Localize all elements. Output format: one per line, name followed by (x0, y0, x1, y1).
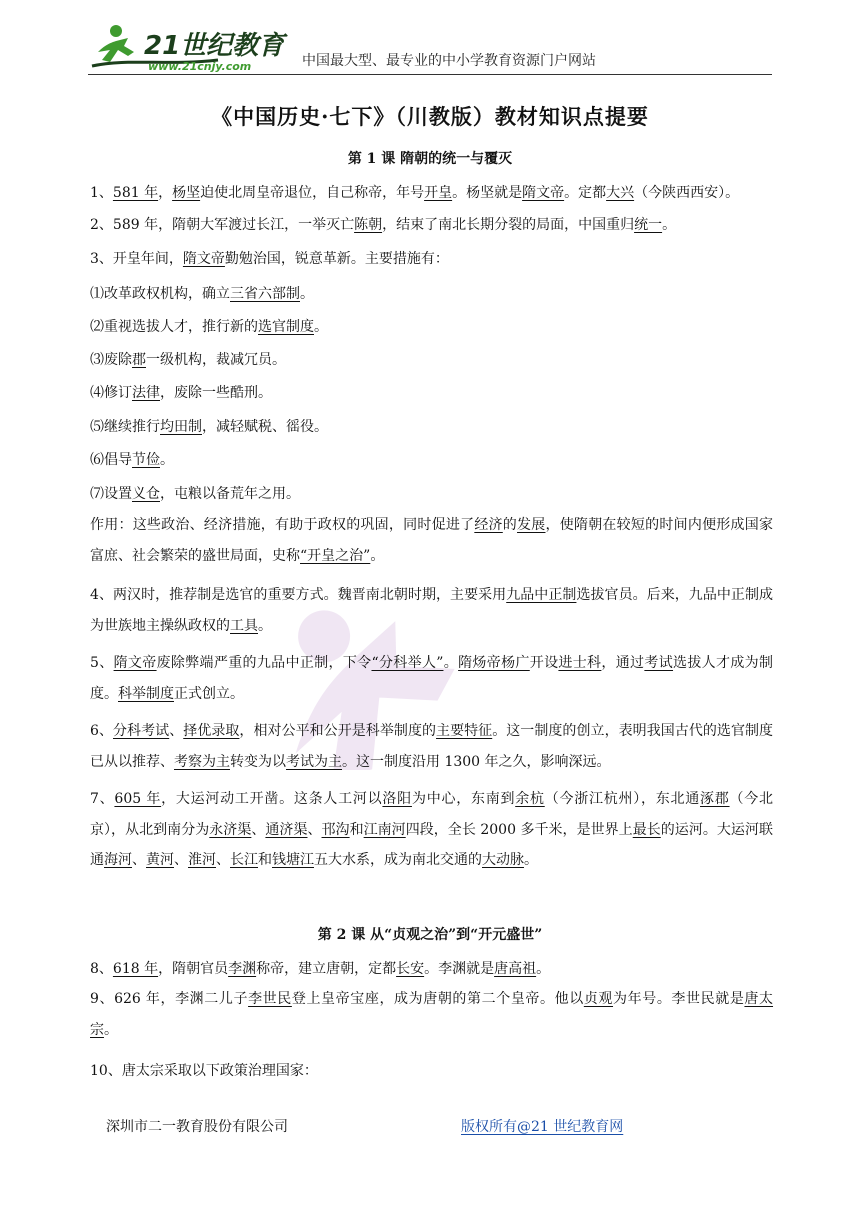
point-2: 2、589 年，隋朝大军渡过长江，一举灭亡陈朝，结束了南北长期分裂的局面，中国重归统一。 (90, 217, 677, 233)
point-1: 1、581 年，杨坚迫使北周皇帝退位，自己称帝，年号开皇。杨坚就是隋文帝。定都大兴（今陕西西安）。 (90, 185, 740, 201)
point-4: 4、两汉时，推荐制是选官的重要方式。魏晋南北朝时期，主要采用九品中正制选拔官员。后来，九品中正制成为世族地主操纵政权的工具。 (90, 587, 774, 634)
logo-text: 21世纪教育 (144, 31, 285, 61)
lesson-1-heading: 第 1 课 隋朝的统一与覆灭 (347, 151, 513, 167)
measure-5: ⑸继续推行均田制，减轻赋税、徭役。 (90, 419, 328, 435)
measure-7: ⑺设置义仓，屯粮以备荒年之用。 (90, 486, 300, 502)
measure-2: ⑵重视选拔人才，推行新的选官制度。 (90, 319, 328, 335)
lesson-2-heading: 第 2 课 从“贞观之治”到“开元盛世” (317, 927, 543, 943)
site-logo[interactable] (88, 22, 298, 72)
effect-paragraph: 作用：这些政治、经济措施，有助于政权的巩固，同时促进了经济的发展，使隋朝在较短的时间内便形成国家富庶、社会繁荣的盛世局面，史称“开皇之治”。 (90, 517, 774, 564)
point-9: 9、626 年，李渊二儿子李世民登上皇帝宝座，成为唐朝的第二个皇帝。他以贞观为年号。李世民就是唐太宗。 (90, 991, 774, 1038)
point-5: 5、隋文帝废除弊端严重的九品中正制，下令“分科举人”。隋炀帝杨广开设进士科，通过考试选拔人才成为制度。科举制度正式创立。 (90, 655, 773, 702)
site-tagline: 中国最大型、最专业的中小学教育资源门户网站 (302, 53, 596, 69)
footer-copyright-link[interactable]: 版权所有@21 世纪教育网 (461, 1119, 624, 1135)
site-header (88, 22, 772, 75)
measure-4: ⑷修订法律，废除一些酷刑。 (90, 385, 272, 401)
point-10: 10、唐太宗采取以下政策治理国家： (90, 1063, 318, 1079)
point-6: 6、分科考试、择优录取，相对公平和公开是科举制度的主要特征。这一制度的创立，表明我国古代的选官制度已从以推荐、考察为主转变为以考试为主。这一制度沿用 1300 年之久，影响深远。 (90, 723, 774, 770)
footer-company: 深圳市二一教育股份有限公司 (106, 1119, 288, 1135)
document-title: 《中国历史·七下》（川教版）教材知识点提要 (211, 104, 649, 129)
point-8: 8、618 年，隋朝官员李渊称帝，建立唐朝，定都长安。李渊就是唐高祖。 (90, 961, 551, 977)
measure-3: ⑶废除郡一级机构，裁减冗员。 (90, 352, 286, 368)
measure-1: ⑴改革政权机构，确立三省六部制。 (90, 286, 314, 302)
runner-logo-icon (88, 22, 298, 72)
point-7: 7、605 年，大运河动工开凿。这条人工河以洛阳为中心，东南到余杭（今浙江杭州），东北通涿郡（今北京），从北到南分为永济渠、通济渠、邗沟和江南河四段，全长 2000 多千米，是世界上最长的运河。大运河联通海河、黄河、淮河、长江和钱塘江五大水系，成为南北交通的大动脉。 (90, 791, 774, 868)
measure-6: ⑹倡导节俭。 (90, 452, 174, 468)
logo-url: www.21cnjy.com (148, 60, 252, 72)
point-3: 3、开皇年间，隋文帝勤勉治国，锐意革新。主要措施有： (90, 251, 449, 267)
